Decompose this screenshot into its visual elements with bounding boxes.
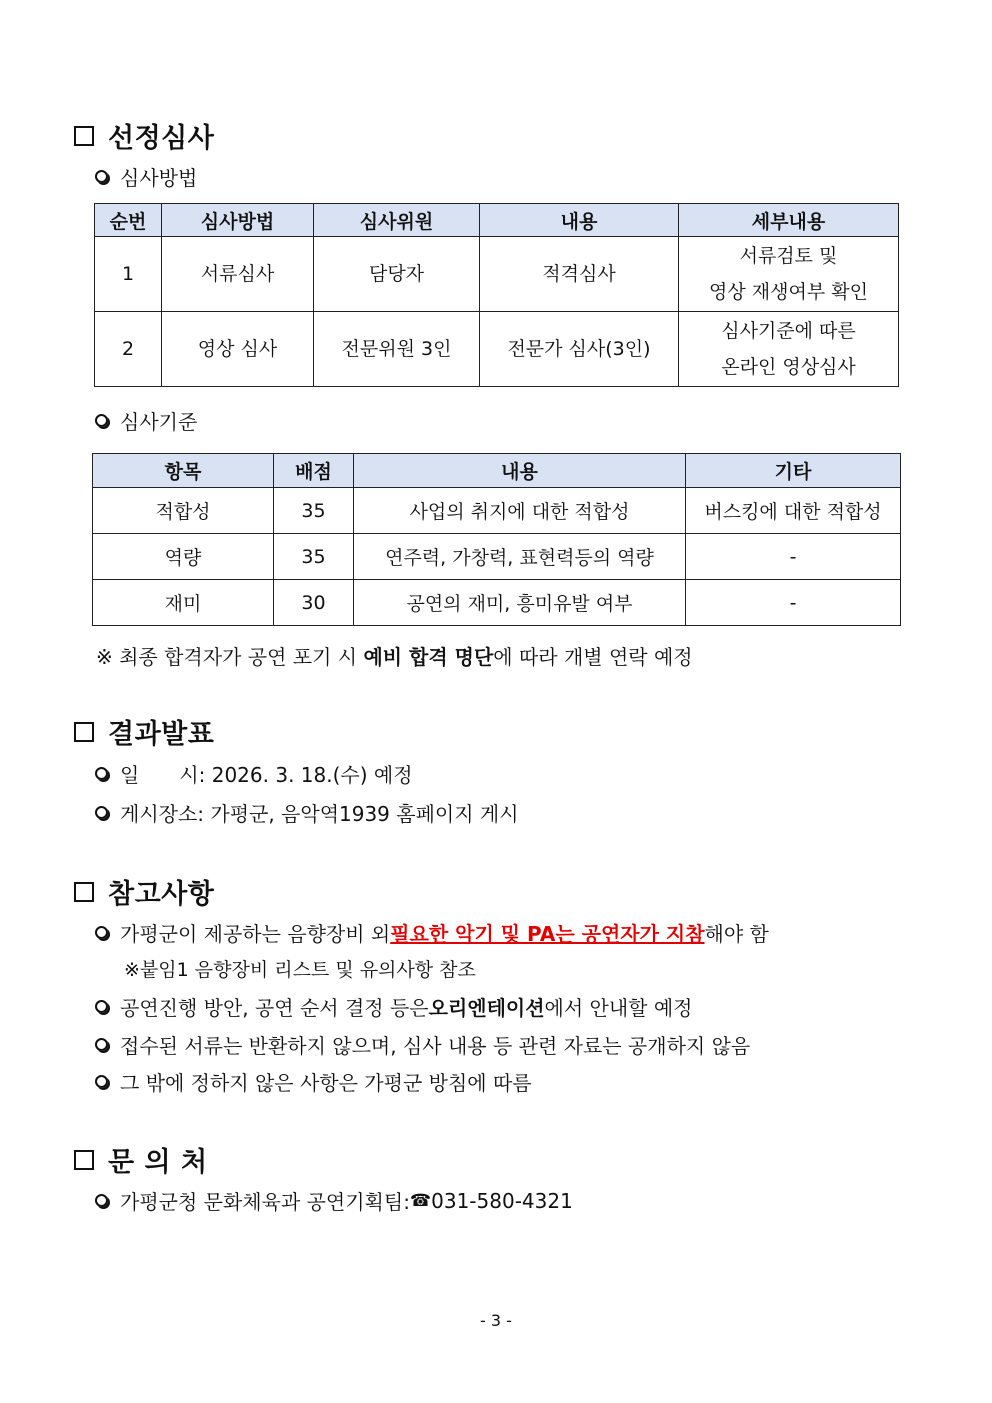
review-method-table (94, 203, 899, 387)
table-header: 순번 (95, 204, 162, 237)
bullet-review-criteria: 심사기준 (95, 406, 197, 435)
table-header: 심사위원 (314, 204, 480, 237)
bullet-announce-date: 일 시: 2026. 3. 18.(수) 예정 (95, 759, 413, 788)
table-cell (679, 237, 899, 312)
circle-bullet-icon (95, 1194, 108, 1207)
table-cell (679, 312, 899, 387)
cell-line: 서류검토 및 (739, 245, 838, 267)
table-cell: 30 (274, 580, 354, 626)
bullet-other-matters: 그 밖에 정하지 않은 사항은 가평군 방침에 따름 (95, 1067, 532, 1096)
table-row (93, 534, 901, 580)
circle-bullet-icon (95, 414, 108, 427)
section-title-notes: 참고사항 (74, 872, 214, 911)
checkbox-square-icon (74, 722, 94, 742)
checkbox-square-icon (74, 1150, 94, 1170)
table-header: 심사방법 (162, 204, 314, 237)
cell-line: 온라인 영상심사 (721, 356, 856, 378)
table-header: 항목 (93, 454, 274, 488)
circle-bullet-icon (95, 767, 108, 780)
table-cell: 서류심사 (162, 237, 314, 312)
table-cell: 전문가 심사(3인) (480, 312, 679, 387)
table-cell: 버스킹에 대한 적합성 (686, 488, 901, 534)
table-header: 내용 (354, 454, 686, 488)
attachment-note: ※붙임1 음향장비 리스트 및 유의사항 참조 (124, 959, 476, 981)
table-cell: - (686, 580, 901, 626)
table-header: 기타 (686, 454, 901, 488)
table-row (95, 237, 899, 312)
bullet-contact: 가평군청 문화체육과 공연기획팀: ☎ 031-580-4321 (95, 1186, 573, 1215)
section-title-contact: 문 의 처 (74, 1140, 208, 1179)
table-header-row (93, 454, 901, 488)
section-title-results: 결과발표 (74, 712, 214, 751)
table-header: 배점 (274, 454, 354, 488)
circle-bullet-icon (95, 926, 108, 939)
page-number: - 3 - (480, 1311, 512, 1330)
reserve-list-note: ※ 최종 합격자가 공연 포기 시 예비 합격 명단에 따라 개별 연락 예정 (96, 645, 693, 669)
table-cell: - (686, 534, 901, 580)
table-row (93, 580, 901, 626)
table-row (95, 312, 899, 387)
circle-bullet-icon (95, 1038, 108, 1051)
table-cell: 공연의 재미, 흥미유발 여부 (354, 580, 686, 626)
bullet-review-method: 심사방법 (95, 162, 197, 191)
checkbox-square-icon (74, 882, 94, 902)
table-cell: 영상 심사 (162, 312, 314, 387)
table-cell: 연주력, 가창력, 표현력등의 역량 (354, 534, 686, 580)
table-cell: 35 (274, 488, 354, 534)
circle-bullet-icon (95, 806, 108, 819)
phone-number: 031-580-4321 (431, 1188, 573, 1213)
cell-line: 영상 재생여부 확인 (709, 281, 868, 303)
table-cell: 담당자 (314, 237, 480, 312)
table-header: 내용 (480, 204, 679, 237)
phone-icon: ☎ (409, 1190, 432, 1211)
checkbox-square-icon (74, 126, 94, 146)
bullet-documents: 접수된 서류는 반환하지 않으며, 심사 내용 등 관련 자료는 공개하지 않음 (95, 1030, 750, 1059)
table-cell: 역량 (93, 534, 274, 580)
bullet-equipment: 가평군이 제공하는 음향장비 외 필요한 악기 및 PA는 공연자가 지참 해야 함 (95, 918, 769, 947)
section-title-selection: 선정심사 (74, 116, 214, 155)
table-cell: 사업의 취지에 대한 적합성 (354, 488, 686, 534)
circle-bullet-icon (95, 1075, 108, 1088)
table-cell: 재미 (93, 580, 274, 626)
review-criteria-table (92, 453, 901, 626)
table-cell: 35 (274, 534, 354, 580)
table-header: 세부내용 (679, 204, 899, 237)
table-header-row (95, 204, 899, 237)
table-cell: 1 (95, 237, 162, 312)
circle-bullet-icon (95, 1000, 108, 1013)
table-cell: 적격심사 (480, 237, 679, 312)
table-cell: 2 (95, 312, 162, 387)
table-cell: 적합성 (93, 488, 274, 534)
table-row (93, 488, 901, 534)
table-cell: 전문위원 3인 (314, 312, 480, 387)
bullet-announce-place: 게시장소: 가평군, 음악역1939 홈페이지 게시 (95, 798, 519, 827)
circle-bullet-icon (95, 170, 108, 183)
cell-line: 심사기준에 따른 (721, 320, 856, 342)
bullet-orientation: 공연진행 방안, 공연 순서 결정 등은 오리엔테이션 에서 안내할 예정 (95, 992, 693, 1021)
